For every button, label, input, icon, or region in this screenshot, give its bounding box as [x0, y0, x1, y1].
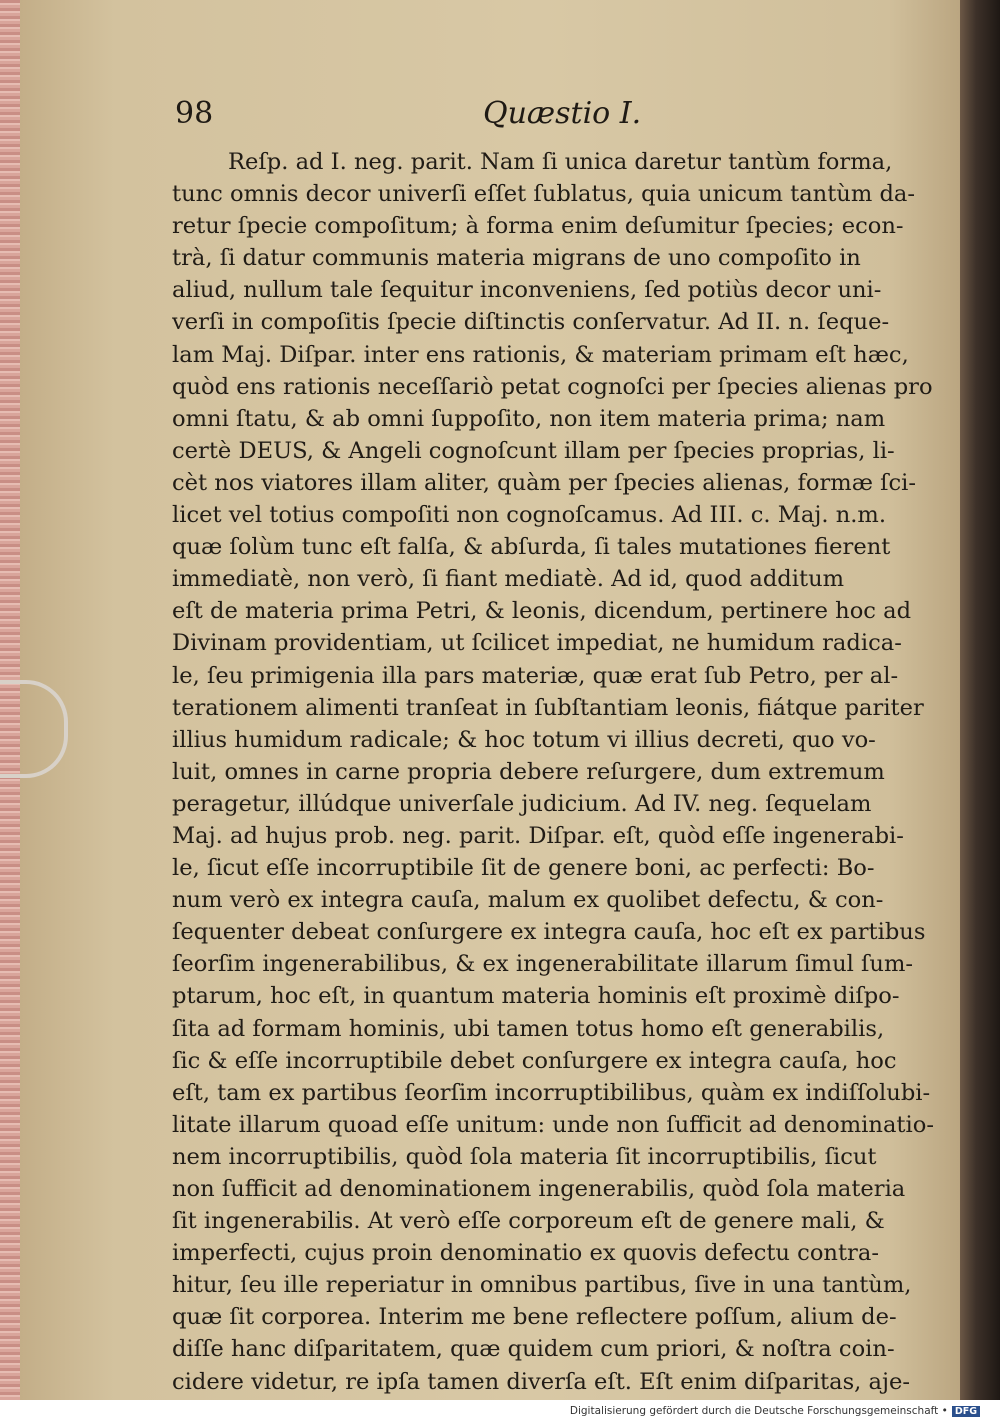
- text-line: cidere videtur, re ipſa tamen diverſa eſt. Eſt enim diſparitas, aje-: [172, 1368, 911, 1395]
- text-line: lam Maj. Diſpar. inter ens rationis, & materiam primam eſt hæc,: [172, 341, 909, 368]
- text-line: retur ſpecie compoſitum; à forma enim deſumitur ſpecies; econ-: [172, 213, 904, 240]
- page-number: 98: [175, 96, 214, 131]
- text-line: Divinam providentiam, ut ſcilicet impediat, ne humidum radica-: [172, 630, 902, 657]
- body-text: [172, 146, 946, 1400]
- text-line: le, ſeu primigenia illa pars materiæ, quæ erat ſub Petro, per al-: [172, 662, 899, 689]
- page-header: [175, 96, 945, 136]
- text-line: terationem alimenti tranſeat in ſubſtantiam leonis, fiátque pariter: [172, 694, 924, 721]
- footer-credit: Digitalisierung gefördert durch die Deutsche Forschungsgemeinschaft •: [569, 1405, 948, 1417]
- text-line: eſt, tam ex partibus ſeorſim incorruptibilibus, quàm ex indiſſolubi-: [172, 1079, 931, 1106]
- footer-bar: [0, 1400, 1000, 1422]
- text-line: verſi in compoſitis ſpecie diſtinctis conſervatur. Ad II. n. ſeque-: [172, 309, 890, 336]
- text-line: illius humidum radicale; & hoc totum vi illius decreti, quo vo-: [172, 726, 876, 753]
- text-line: num verò ex integra cauſa, malum ex quolibet defectu, & con-: [172, 887, 884, 914]
- text-line: eſt de materia prima Petri, & leonis, dicendum, pertinere hoc ad: [172, 598, 912, 625]
- text-line: non ſufficit ad denominationem ingenerabilis, quòd ſola materia: [172, 1176, 906, 1202]
- running-head: Quæstio I.: [483, 96, 642, 131]
- text-line: hitur, ſeu ille reperiatur in omnibus partibus, ſive in una tantùm,: [172, 1272, 912, 1299]
- clip-marker: [0, 680, 68, 778]
- text-line: le, ſicut eſſe incorruptibile ſit de genere boni, ac perfecti: Bo-: [172, 855, 875, 882]
- text-line: luit, omnes in carne propria debere reſurgere, dum extremum: [172, 758, 885, 785]
- text-line: Reſp. ad I. neg. parit. Nam ſi unica daretur tantùm forma,: [228, 149, 893, 175]
- text-line: diſſe hanc diſparitatem, quæ quidem cum priori, & noſtra coin-: [172, 1336, 895, 1363]
- text-line: ſeorſim ingenerabilibus, & ex ingenerabilitate illarum ſimul ſum-: [172, 951, 914, 978]
- text-line: quòd ens rationis neceſſariò petat cognoſci per ſpecies alienas pro: [172, 373, 933, 400]
- text-line: litate illarum quoad eſſe unitum: unde non ſufficit ad denominatio-: [172, 1111, 934, 1138]
- text-line: quæ ſolùm tunc eſt falſa, & abſurda, ſi tales mutationes fierent: [172, 534, 891, 561]
- text-line: aliud, nullum tale ſequitur inconveniens, ſed potiùs decor uni-: [172, 277, 882, 304]
- text-line: ſequenter debeat conſurgere ex integra cauſa, hoc eſt ex partibus: [172, 919, 926, 946]
- text-line: Maj. ad hujus prob. neg. parit. Diſpar. eſt, quòd eſſe ingenerabi-: [172, 822, 904, 849]
- book-spine-shadow: [960, 0, 1000, 1400]
- dfg-logo: DFG: [952, 1406, 980, 1417]
- text-line: certè DEUS, & Angeli cognoſcunt illam per ſpecies proprias, li-: [172, 437, 895, 464]
- text-line: imperfecti, cujus proin denominatio ex quovis defectu contra-: [172, 1240, 879, 1267]
- text-line: ſit ingenerabilis. At verò eſſe corporeum eſt de genere mali, &: [172, 1208, 885, 1235]
- text-line: quæ ſit corporea. Interim me bene reflectere poſſum, alium de-: [172, 1304, 897, 1331]
- text-line: ſita ad formam hominis, ubi tamen totus homo eſt generabilis,: [172, 1015, 885, 1042]
- text-line: tunc omnis decor univerſi eſſet ſublatus, quia unicum tantùm da-: [172, 181, 916, 208]
- text-line: peragetur, illúdque univerſale judicium. Ad IV. neg. ſequelam: [172, 790, 872, 817]
- text-line: immediatè, non verò, ſi fiant mediatè. Ad id, quod additum: [172, 566, 845, 593]
- text-line: trà, ſi datur communis materia migrans de uno compoſito in: [172, 245, 861, 272]
- text-line: omni ſtatu, & ab omni ſuppoſito, non item materia prima; nam: [172, 405, 886, 432]
- text-line: ſic & eſſe incorruptibile debet conſurgere ex integra cauſa, hoc: [172, 1047, 897, 1074]
- text-line: cèt nos viatores illam aliter, quàm per ſpecies alienas, formæ ſci-: [172, 469, 917, 496]
- text-line: nem incorruptibilis, quòd ſola materia ſit incorruptibilis, ſicut: [172, 1143, 877, 1170]
- footer-credit-line: [570, 1405, 980, 1417]
- text-line: ptarum, hoc eſt, in quantum materia hominis eſt proximè diſpo-: [172, 983, 900, 1010]
- text-line: licet vel totius compoſiti non cognoſcamus. Ad III. c. Maj. n.m.: [172, 502, 887, 529]
